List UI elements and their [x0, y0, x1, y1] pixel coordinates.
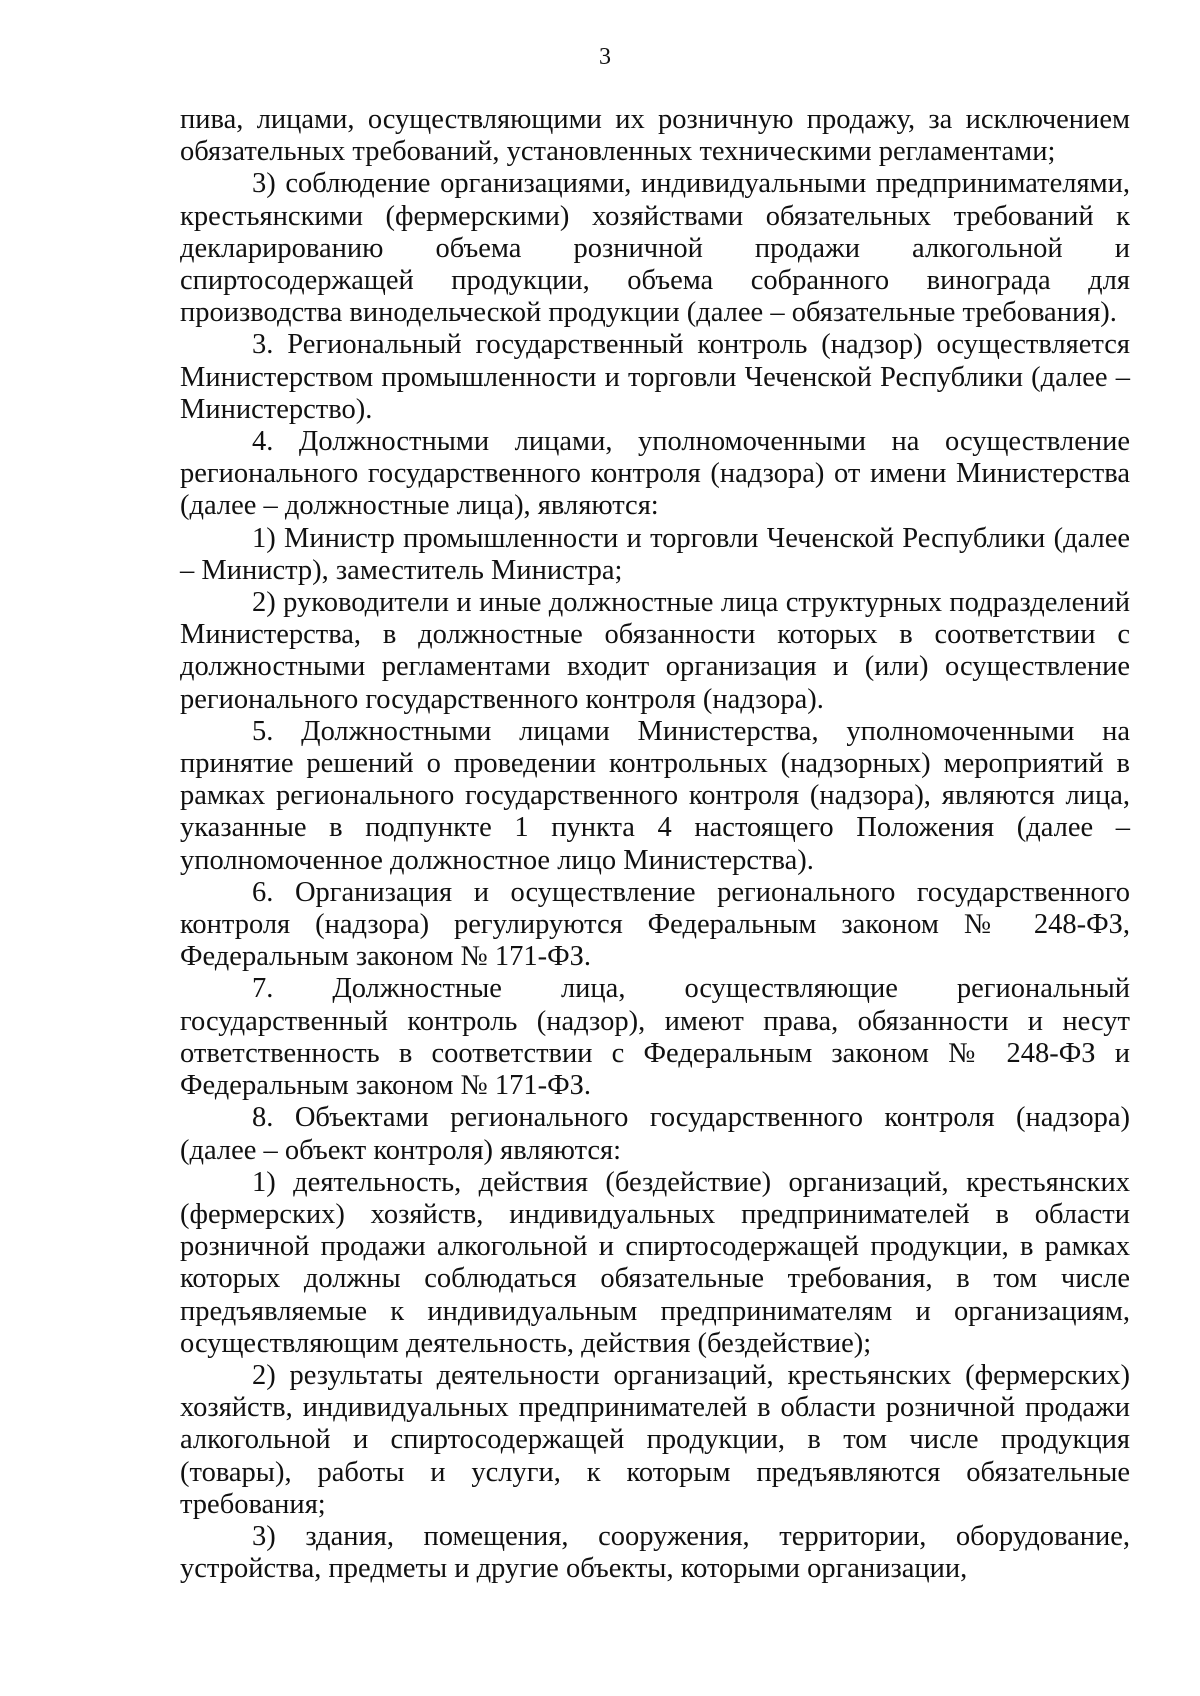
paragraph-subitem-2-heads: 2) руководители и иные должностные лица структурных подразделений Министерства, в должностные обязанности которых в соответствии с должностными регламентами входит организация и (или) осуществление регионального государственного контроля (надзора). — [180, 587, 1130, 715]
page-number: 3 — [599, 44, 611, 70]
paragraph-subitem-3-compliance: 3) соблюдение организациями, индивидуальными предпринимателями, крестьянскими (фермерскими) хозяйствами обязательных требований к декларированию объема розничной продажи алкогольной и спиртосодержащей продукции, объема собранного винограда для производства винодельческой продукции (далее – обязательные требования). — [180, 168, 1130, 329]
paragraph-subitem-3-buildings: 3) здания, помещения, сооружения, территории, оборудование, устройства, предметы и другие объекты, которыми организации, — [180, 1520, 1130, 1585]
paragraph-item-7-rights: 7. Должностные лица, осуществляющие региональный государственный контроль (надзор), имеют права, обязанности и несут ответственность в соответствии с Федеральным законом № 248-ФЗ и Федеральным законом № 171-ФЗ. — [180, 973, 1130, 1102]
document-body — [180, 104, 1130, 1585]
paragraph-item-5-authorized: 5. Должностными лицами Министерства, уполномоченными на принятие решений о проведении контрольных (надзорных) мероприятий в рамках регионального государственного контроля (надзора), являются лица, указанные в подпункте 1 пункта 4 настоящего Положения (далее – уполномоченное должностное лицо Министерства). — [180, 715, 1130, 876]
paragraph-subitem-1-minister: 1) Министр промышленности и торговли Чеченской Республики (далее – Министр), заместитель Министра; — [180, 522, 1130, 586]
paragraph-item-6-regulation: 6. Организация и осуществление регионального государственного контроля (надзора) регулируются Федеральным законом № 248-ФЗ, Федеральным законом № 171-ФЗ. — [180, 876, 1130, 973]
paragraph-item-3-control-body: 3. Региональный государственный контроль (надзор) осуществляется Министерством промышленности и торговли Чеченской Республики (далее – Министерство). — [180, 329, 1130, 425]
paragraph-item-4-officials: 4. Должностными лицами, уполномоченными на осуществление регионального государственного контроля (надзора) от имени Министерства (далее – должностные лица), являются: — [180, 426, 1130, 522]
paragraph-subitem-2-results: 2) результаты деятельности организаций, крестьянских (фермерских) хозяйств, индивидуальных предпринимателей в области розничной продажи алкогольной и спиртосодержащей продукции, в том числе продукция (товары), работы и услуги, к которым предъявляются обязательные требования; — [180, 1359, 1130, 1520]
paragraph-item-8-objects: 8. Объектами регионального государственного контроля (надзора) (далее – объект контроля) являются: — [180, 1102, 1130, 1166]
paragraph-subitem-1-activity: 1) деятельность, действия (бездействие) организаций, крестьянских (фермерских) хозяйств, индивидуальных предпринимателей в области розничной продажи алкогольной и спиртосодержащей продукции, в рамках которых должны соблюдаться обязательные требования, в том числе предъявляемые к индивидуальным предпринимателям и организациям, осуществляющим деятельность, действия (бездействие); — [180, 1166, 1130, 1359]
paragraph-continuation: пива, лицами, осуществляющими их розничную продажу, за исключением обязательных требований, установленных техническими регламентами; — [180, 104, 1130, 168]
